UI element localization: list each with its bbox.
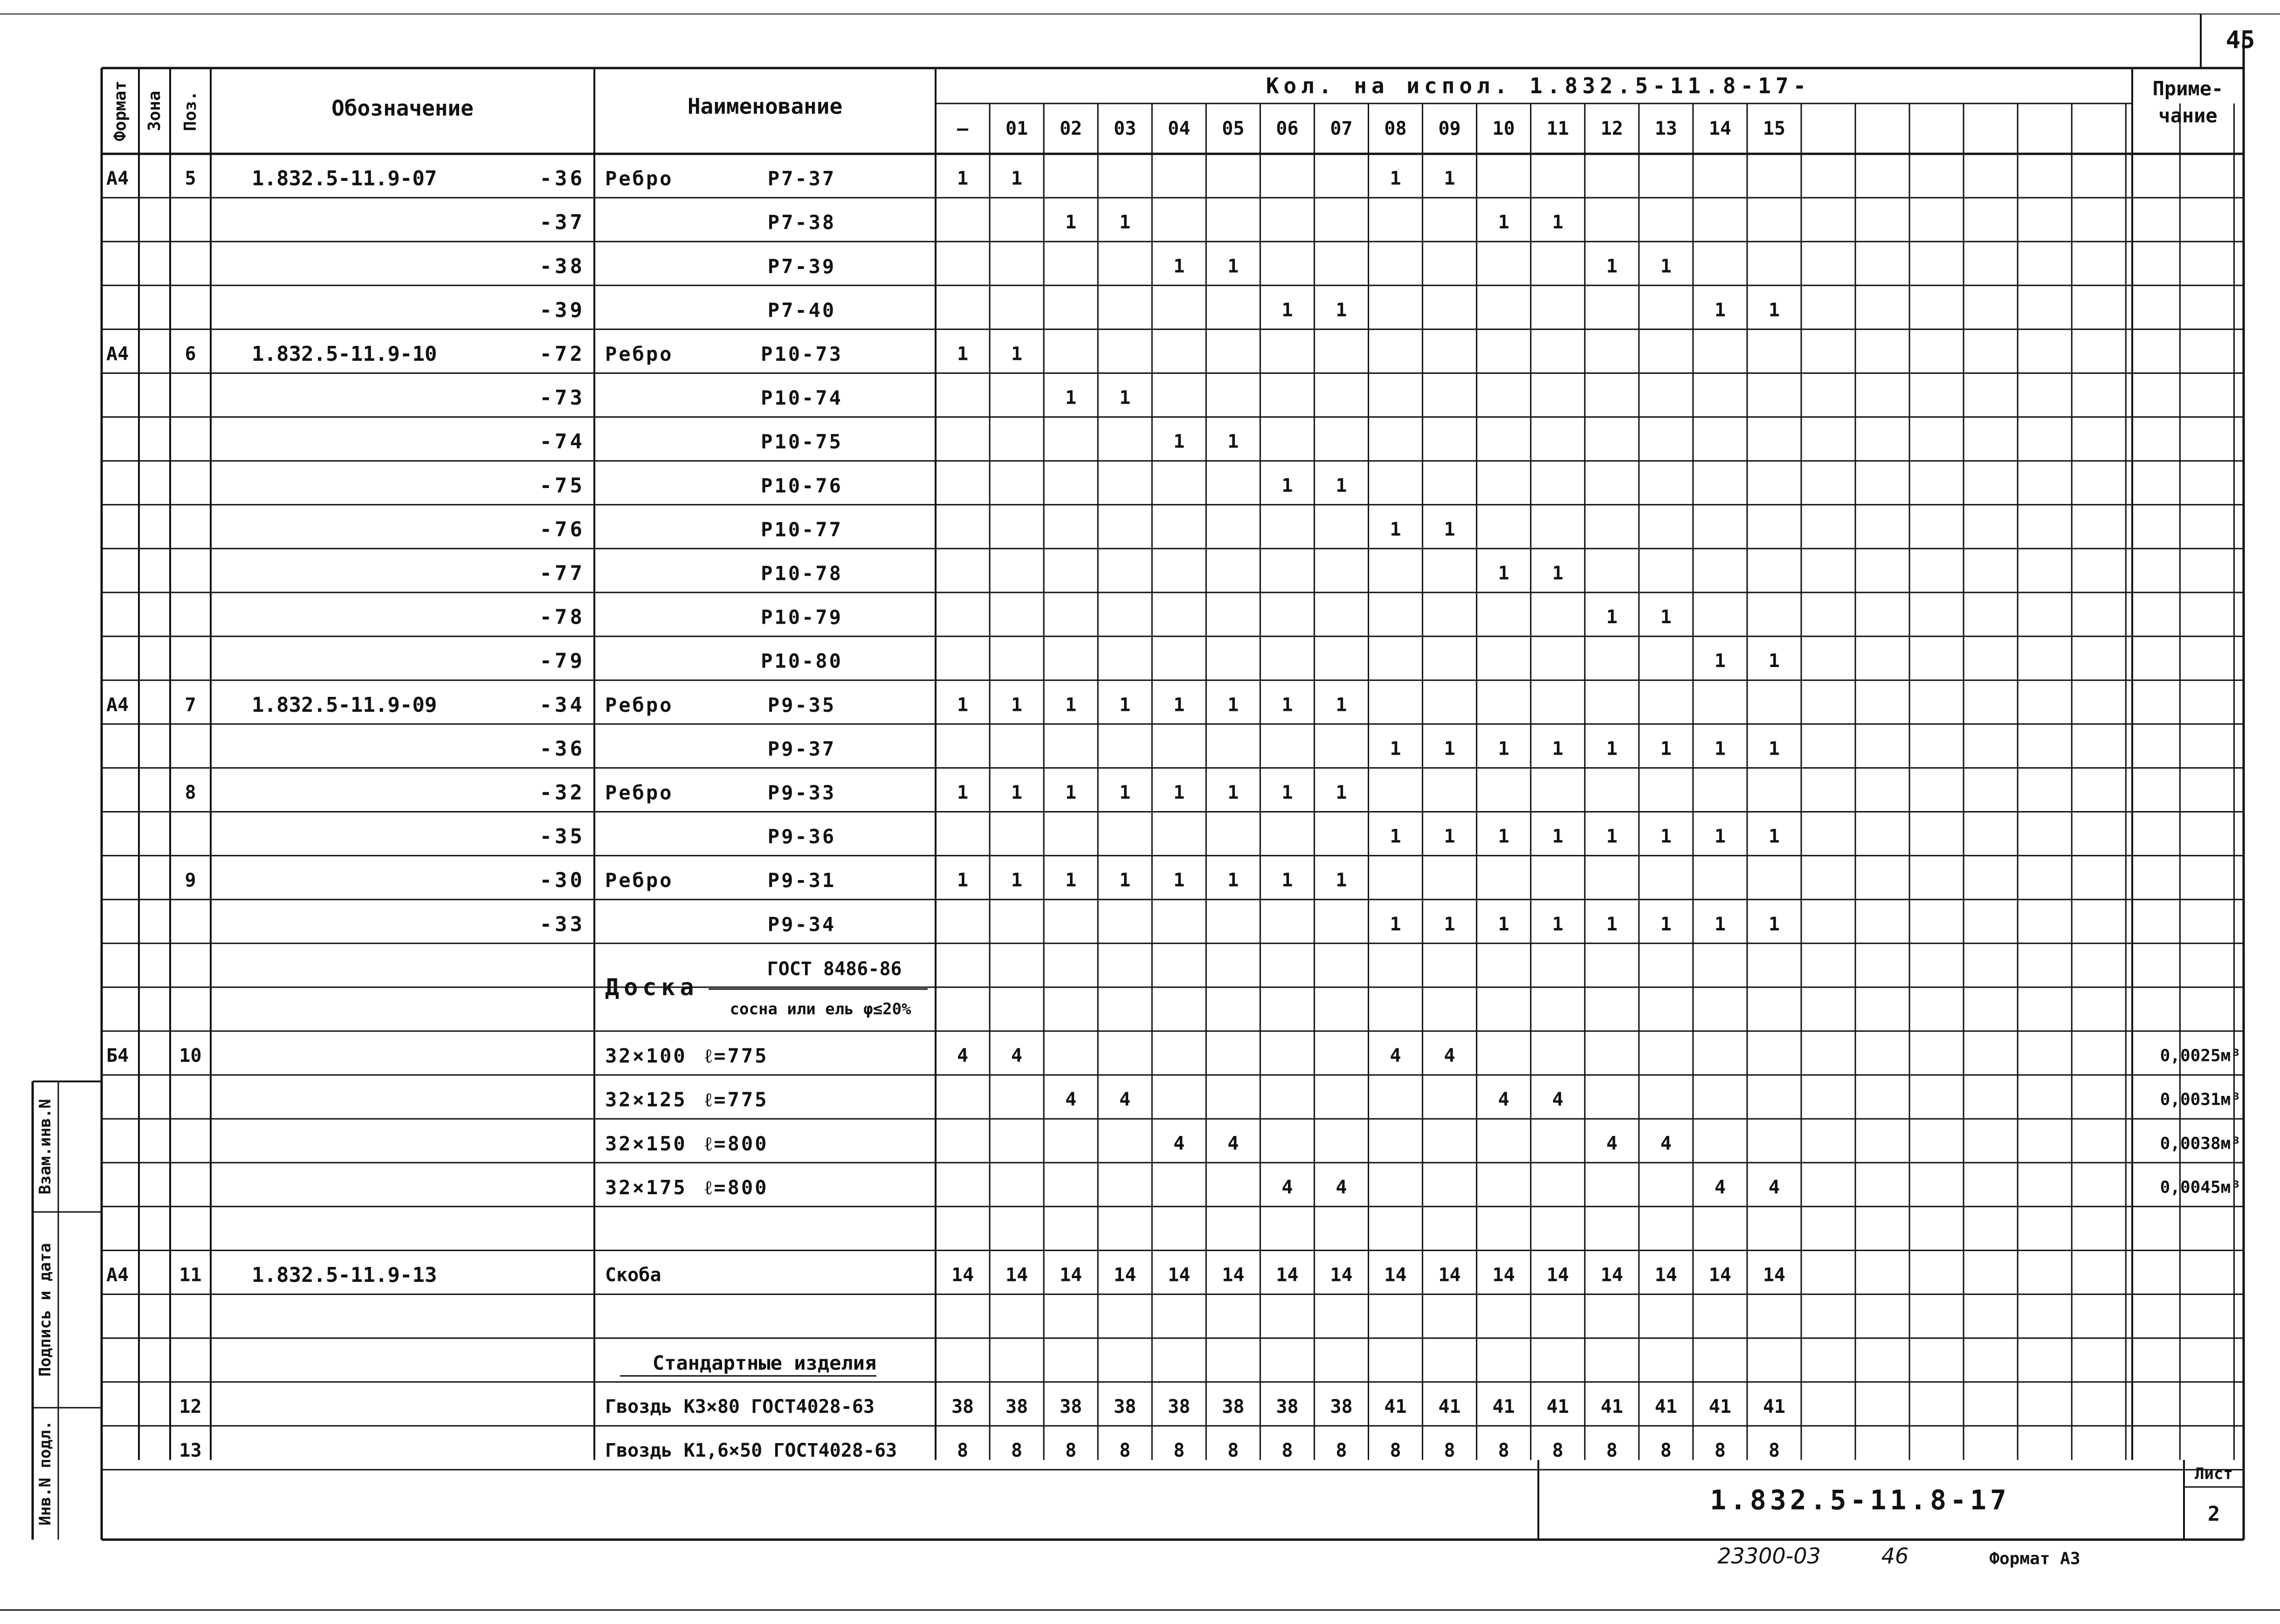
row-subcode: -75 (539, 474, 585, 498)
qty-cell: 4 (1660, 1133, 1672, 1155)
qty-cell: 1 (1011, 168, 1023, 190)
qty-cell: 38 (1330, 1396, 1353, 1418)
row-note: 0,0038м³ (2160, 1134, 2241, 1153)
qty-cell: 8 (1011, 1439, 1023, 1461)
qty-cell: 1 (1498, 562, 1509, 584)
qty-cell: 1 (1227, 869, 1239, 891)
qty-cell: 41 (1492, 1396, 1515, 1418)
qty-cell: 38 (1060, 1396, 1082, 1418)
qty-cell: 4 (1498, 1089, 1509, 1111)
qty-cell: 1 (957, 694, 969, 716)
qty-cell: 1 (1281, 475, 1293, 496)
row-format: Б4 (106, 1045, 129, 1067)
qty-cell: 1 (1065, 694, 1077, 716)
qty-cell: 1 (1444, 168, 1455, 190)
qty-cell: 1 (1660, 913, 1672, 935)
qty-cell: 1 (1444, 518, 1455, 540)
row-name: Р9-36 (767, 825, 836, 848)
qty-cell: 1 (1606, 826, 1618, 847)
row-name: Ребро (605, 781, 674, 804)
sheet-label: Лист (2195, 1465, 2233, 1483)
row-note: 0,0045м³ (2160, 1177, 2241, 1197)
row-name: Р10-73 (761, 342, 843, 365)
qty-cell: 1 (1552, 738, 1564, 760)
qty-cell: 41 (1763, 1396, 1786, 1418)
qty-cell: 1 (1281, 869, 1293, 891)
row-position: 6 (185, 343, 196, 365)
qty-cell: 8 (1227, 1439, 1239, 1461)
row-designation: 1.832.5-11.9-13 (252, 1263, 437, 1287)
qty-cell: 4 (1390, 1045, 1401, 1067)
variant-header: 03 (1114, 118, 1137, 139)
footer-page-ref: 46 (1881, 1543, 1909, 1569)
qty-cell: 8 (1714, 1439, 1726, 1461)
qty-cell: 1 (1444, 826, 1455, 847)
qty-cell: 1 (1119, 869, 1131, 891)
header-zone: Зона (145, 90, 164, 131)
variant-header: 15 (1763, 118, 1786, 139)
qty-cell: 1 (1768, 650, 1780, 672)
row-name: Р10-77 (761, 518, 843, 541)
row-name: Р10-79 (761, 606, 843, 629)
qty-cell: 1 (1227, 431, 1239, 453)
qty-cell: 1 (1714, 826, 1726, 847)
row-name: Ребро (605, 869, 674, 892)
header-name: Наименование (687, 94, 843, 119)
row-position: 11 (179, 1264, 202, 1286)
qty-cell: 38 (1114, 1396, 1137, 1418)
qty-cell: 38 (1006, 1396, 1028, 1418)
row-name: Р7-40 (767, 298, 836, 322)
qty-cell: 1 (1552, 562, 1564, 584)
row-name: Гвоздь К1,6×50 ГОСТ4028-63 (605, 1439, 897, 1461)
row-designation: 1.832.5-11.9-09 (252, 693, 437, 717)
variant-header: 02 (1060, 118, 1082, 139)
row-name: Р10-78 (761, 562, 843, 585)
qty-cell: 1 (1336, 694, 1347, 716)
qty-cell: 1 (1714, 650, 1726, 672)
doska-label: Доска (605, 973, 699, 1001)
qty-cell: 8 (1606, 1439, 1618, 1461)
qty-cell: 1 (1498, 826, 1509, 847)
qty-cell: 1 (1498, 738, 1509, 760)
qty-cell: 1 (1552, 212, 1564, 234)
header-format: Формат (110, 80, 130, 142)
qty-cell: 14 (951, 1264, 974, 1286)
row-name: 32×100 (605, 1044, 687, 1067)
row-name: ℓ=775 (704, 1088, 769, 1111)
header-qty-title: Кол. на испол. 1.832.5-11.8-17- (1266, 73, 1811, 98)
qty-cell: 4 (1065, 1089, 1077, 1111)
qty-cell: 1 (1281, 694, 1293, 716)
qty-cell: 14 (1276, 1264, 1299, 1286)
variant-header: — (957, 118, 969, 139)
side-label: Подпись и дата (36, 1243, 55, 1377)
row-subcode: -37 (539, 210, 585, 234)
qty-cell: 1 (1119, 387, 1131, 409)
qty-cell: 1 (1281, 299, 1293, 321)
qty-cell: 8 (1498, 1439, 1509, 1461)
qty-cell: 38 (1168, 1396, 1191, 1418)
qty-cell: 8 (1444, 1439, 1455, 1461)
qty-cell: 1 (1011, 343, 1023, 365)
qty-cell: 1 (1119, 694, 1131, 716)
qty-cell: 1 (1768, 826, 1780, 847)
qty-cell: 1 (1336, 869, 1347, 891)
qty-cell: 41 (1600, 1396, 1623, 1418)
variant-header: 08 (1384, 118, 1407, 139)
row-position: 7 (185, 694, 196, 716)
qty-cell: 1 (1173, 431, 1185, 453)
qty-cell: 1 (1011, 869, 1023, 891)
qty-cell: 8 (1336, 1439, 1347, 1461)
qty-cell: 8 (1281, 1439, 1293, 1461)
variant-header: 09 (1438, 118, 1461, 139)
qty-cell: 1 (1227, 255, 1239, 277)
footer-handwritten: 23300-03 (1717, 1543, 1821, 1569)
sheet-number: 2 (2207, 1502, 2220, 1526)
side-label: Инв.N подл. (36, 1420, 55, 1526)
qty-cell: 1 (1552, 913, 1564, 935)
qty-cell: 1 (1390, 913, 1401, 935)
qty-cell: 1 (1390, 518, 1401, 540)
row-note: 0,0025м³ (2160, 1046, 2241, 1066)
variant-header: 13 (1654, 118, 1677, 139)
row-format: А4 (106, 343, 129, 365)
qty-cell: 38 (951, 1396, 974, 1418)
row-name: Р10-74 (761, 386, 843, 410)
variant-header: 12 (1600, 118, 1623, 139)
header-note: Приме- (2152, 77, 2224, 100)
qty-cell: 14 (1384, 1264, 1407, 1286)
qty-cell: 8 (1390, 1439, 1401, 1461)
qty-cell: 1 (1065, 387, 1077, 409)
row-subcode: -72 (539, 342, 585, 366)
footer-format: Формат А3 (1989, 1549, 2080, 1569)
table-text (36, 26, 2255, 1569)
qty-cell: 8 (1552, 1439, 1564, 1461)
qty-cell: 14 (1330, 1264, 1353, 1286)
qty-cell: 1 (1227, 694, 1239, 716)
qty-cell: 4 (1552, 1089, 1564, 1111)
qty-cell: 1 (1606, 913, 1618, 935)
row-subcode: -36 (539, 166, 585, 191)
row-position: 5 (185, 168, 196, 190)
row-name: ℓ=775 (704, 1044, 769, 1067)
variant-header: 06 (1276, 118, 1299, 139)
row-format: А4 (106, 1264, 129, 1286)
qty-cell: 8 (1065, 1439, 1077, 1461)
qty-cell: 14 (1708, 1264, 1731, 1286)
qty-cell: 14 (1763, 1264, 1786, 1286)
row-subcode: -38 (539, 254, 585, 278)
table-grid (0, 14, 2280, 1610)
row-name: Ребро (605, 342, 674, 365)
qty-cell: 1 (1227, 782, 1239, 804)
row-position: 8 (185, 782, 196, 804)
qty-cell: 1 (1714, 913, 1726, 935)
qty-cell: 1 (1336, 782, 1347, 804)
qty-cell: 1 (1011, 782, 1023, 804)
qty-cell: 38 (1276, 1396, 1299, 1418)
qty-cell: 1 (1660, 826, 1672, 847)
row-name: Р10-76 (761, 474, 843, 497)
row-subcode: -79 (539, 649, 585, 673)
qty-cell: 14 (1060, 1264, 1082, 1286)
variant-header: 05 (1222, 118, 1245, 139)
qty-cell: 1 (1606, 606, 1618, 628)
qty-cell: 1 (1714, 738, 1726, 760)
page-number: 45 (2225, 26, 2255, 54)
row-name: ℓ=800 (704, 1176, 769, 1199)
qty-cell: 4 (1119, 1089, 1131, 1111)
qty-cell: 1 (1768, 299, 1780, 321)
qty-cell: 14 (1006, 1264, 1028, 1286)
qty-cell: 1 (1390, 826, 1401, 847)
variant-header: 10 (1492, 118, 1515, 139)
header-designation: Обозначение (331, 96, 474, 121)
qty-cell: 1 (1173, 255, 1185, 277)
row-name: 32×175 (605, 1176, 687, 1199)
qty-cell: 1 (1390, 738, 1401, 760)
row-designation: 1.832.5-11.9-10 (252, 342, 437, 366)
qty-cell: 1 (1552, 826, 1564, 847)
row-position: 13 (179, 1439, 202, 1461)
qty-cell: 1 (1119, 212, 1131, 234)
row-subcode: -36 (539, 736, 585, 761)
row-format: А4 (106, 694, 129, 716)
qty-cell: 1 (1173, 869, 1185, 891)
row-position: 12 (179, 1396, 202, 1418)
row-note: 0,0031м³ (2160, 1090, 2241, 1109)
row-name: Р7-39 (767, 255, 836, 278)
qty-cell: 8 (1173, 1439, 1185, 1461)
qty-cell: 1 (1444, 913, 1455, 935)
row-subcode: -35 (539, 825, 585, 849)
qty-cell: 14 (1114, 1264, 1137, 1286)
qty-cell: 4 (957, 1045, 969, 1067)
header-note: чание (2158, 104, 2218, 127)
row-subcode: -78 (539, 605, 585, 629)
row-subcode: -32 (539, 780, 585, 805)
qty-cell: 14 (1222, 1264, 1245, 1286)
row-name: Ребро (605, 693, 674, 716)
qty-cell: 41 (1654, 1396, 1677, 1418)
qty-cell: 1 (1606, 738, 1618, 760)
qty-cell: 1 (957, 168, 969, 190)
qty-cell: 1 (1336, 475, 1347, 496)
qty-cell: 38 (1222, 1396, 1245, 1418)
qty-cell: 1 (1011, 694, 1023, 716)
qty-cell: 1 (1173, 694, 1185, 716)
qty-cell: 14 (1600, 1264, 1623, 1286)
document-number: 1.832.5-11.8-17 (1710, 1484, 2010, 1516)
qty-cell: 1 (1119, 782, 1131, 804)
row-name: Р7-38 (767, 211, 836, 234)
qty-cell: 8 (1119, 1439, 1131, 1461)
header-pos: Поз. (181, 90, 200, 131)
row-position: 9 (185, 869, 196, 891)
qty-cell: 1 (1498, 212, 1509, 234)
qty-cell: 1 (1065, 869, 1077, 891)
row-subcode: -34 (539, 693, 585, 717)
variant-header: 01 (1006, 118, 1028, 139)
standard-items-heading: Стандартные изделия (652, 1351, 877, 1375)
qty-cell: 4 (1173, 1133, 1185, 1155)
qty-cell: 4 (1336, 1177, 1347, 1198)
row-position: 10 (179, 1045, 202, 1067)
qty-cell: 1 (1660, 606, 1672, 628)
qty-cell: 1 (1768, 913, 1780, 935)
qty-cell: 1 (1660, 255, 1672, 277)
qty-cell: 1 (1281, 782, 1293, 804)
qty-cell: 1 (1606, 255, 1618, 277)
qty-cell: 4 (1281, 1177, 1293, 1198)
qty-cell: 41 (1384, 1396, 1407, 1418)
qty-cell: 4 (1606, 1133, 1618, 1155)
variant-header: 07 (1330, 118, 1353, 139)
row-subcode: -30 (539, 868, 585, 893)
qty-cell: 14 (1546, 1264, 1569, 1286)
row-subcode: -74 (539, 430, 585, 454)
qty-cell: 1 (957, 343, 969, 365)
qty-cell: 1 (957, 869, 969, 891)
qty-cell: 1 (1336, 299, 1347, 321)
qty-cell: 1 (1660, 738, 1672, 760)
qty-cell: 14 (1438, 1264, 1461, 1286)
qty-cell: 4 (1768, 1177, 1780, 1198)
row-name: Р9-31 (767, 869, 836, 892)
qty-cell: 41 (1438, 1396, 1461, 1418)
qty-cell: 14 (1492, 1264, 1515, 1286)
qty-cell: 41 (1708, 1396, 1731, 1418)
qty-cell: 4 (1011, 1045, 1023, 1067)
row-name: Ребро (605, 167, 674, 190)
row-name: 32×125 (605, 1088, 687, 1111)
row-name: Р7-37 (767, 167, 836, 190)
row-subcode: -77 (539, 561, 585, 585)
row-subcode: -76 (539, 517, 585, 542)
variant-header: 04 (1168, 118, 1191, 139)
qty-cell: 14 (1168, 1264, 1191, 1286)
row-name: ℓ=800 (704, 1132, 769, 1155)
row-name: Гвоздь К3×80 ГОСТ4028-63 (605, 1396, 875, 1418)
row-subcode: -33 (539, 912, 585, 936)
qty-cell: 41 (1546, 1396, 1569, 1418)
doska-denominator: сосна или ель φ≤20% (730, 999, 911, 1018)
row-name: Р9-37 (767, 737, 836, 760)
row-subcode: -39 (539, 298, 585, 322)
qty-cell: 4 (1227, 1133, 1239, 1155)
row-format: А4 (106, 168, 129, 190)
row-designation: 1.832.5-11.9-07 (252, 166, 437, 191)
qty-cell: 8 (1660, 1439, 1672, 1461)
qty-cell: 8 (957, 1439, 969, 1461)
row-subcode: -73 (539, 386, 585, 410)
row-name: Скоба (605, 1264, 661, 1286)
qty-cell: 14 (1654, 1264, 1677, 1286)
qty-cell: 4 (1444, 1045, 1455, 1067)
qty-cell: 1 (1498, 913, 1509, 935)
row-name: Р9-33 (767, 781, 836, 804)
variant-header: 11 (1546, 118, 1569, 139)
qty-cell: 1 (1173, 782, 1185, 804)
qty-cell: 1 (1065, 212, 1077, 234)
qty-cell: 1 (1390, 168, 1401, 190)
variant-header: 14 (1708, 118, 1731, 139)
row-name: Р10-75 (761, 430, 843, 454)
row-name: Р10-80 (761, 649, 843, 673)
row-name: 32×150 (605, 1132, 687, 1155)
qty-cell: 1 (1065, 782, 1077, 804)
qty-cell: 1 (1768, 738, 1780, 760)
qty-cell: 8 (1768, 1439, 1780, 1461)
qty-cell: 4 (1714, 1177, 1726, 1198)
row-name: Р9-34 (767, 913, 836, 936)
row-name: Р9-35 (767, 693, 836, 716)
qty-cell: 1 (1444, 738, 1455, 760)
doska-numerator: ГОСТ 8486-86 (767, 958, 902, 980)
qty-cell: 1 (957, 782, 969, 804)
qty-cell: 1 (1714, 299, 1726, 321)
side-label: Взам.инв.N (36, 1099, 55, 1195)
